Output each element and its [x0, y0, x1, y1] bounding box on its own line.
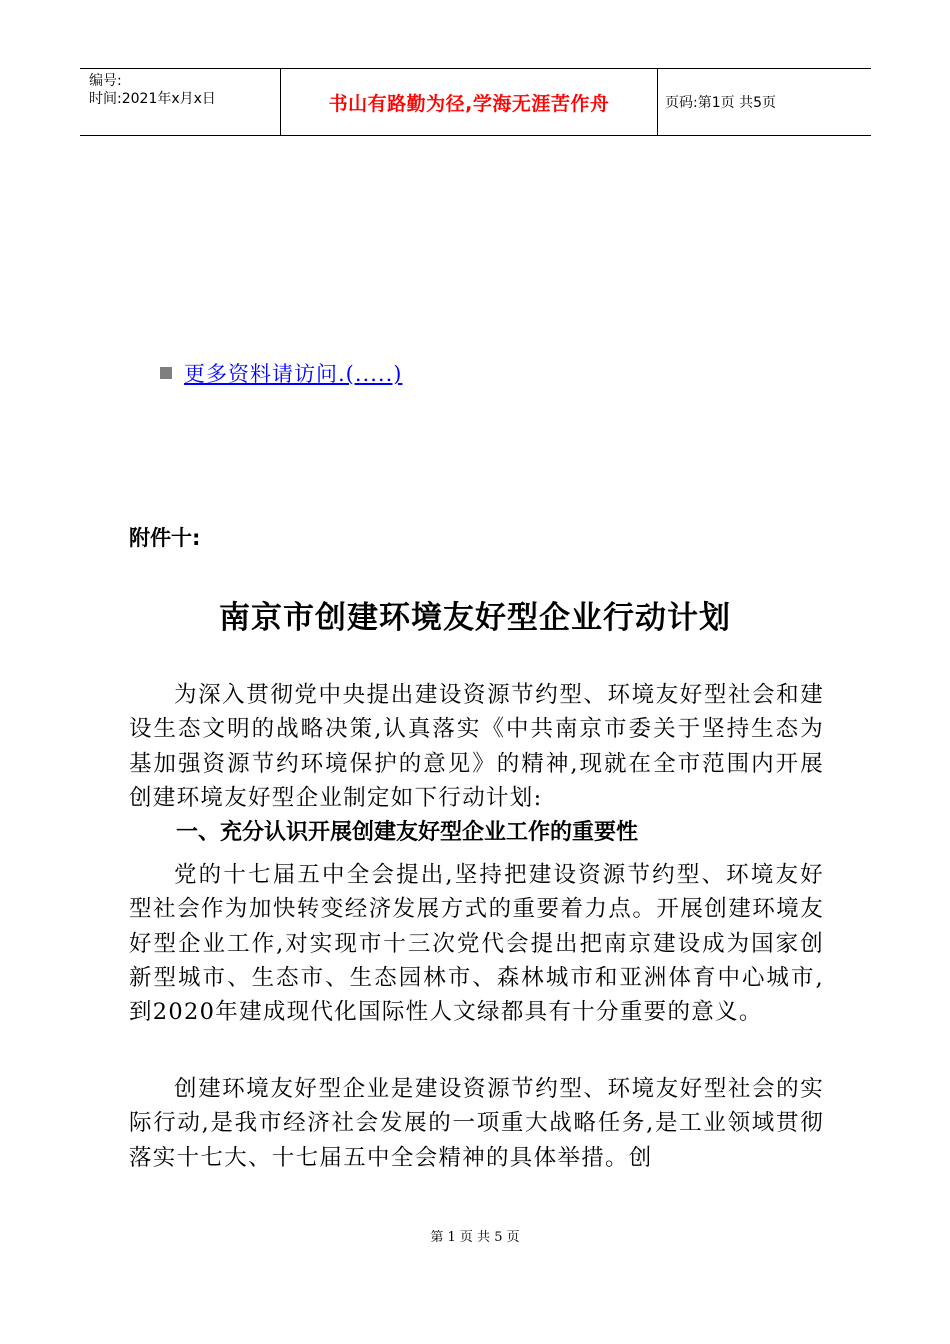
body-paragraph: 党的十七届五中全会提出,坚持把建设资源节约型、环境友好型社会作为加快转变经济发展方式的重要着力点。开展创建环境友好型企业工作,对实现市十三次党代会提出把南京建设成为国家创新型城市、生态市、生态园林市、森林城市和亚洲体育中心城市,到2020年建成现代化国际性人文绿都具有十分重要的意义。 [129, 862, 824, 1026]
document-time: 时间:2021年x月x日 [89, 91, 216, 107]
more-info-row [160, 358, 402, 388]
body-paragraph: 创建环境友好型企业是建设资源节约型、环境友好型社会的实际行动,是我市经济社会发展的一项重大战略任务,是工业领域贯彻落实十七大、十七届五中全会精神的具体举措。创 [129, 1076, 824, 1171]
document-title: 南京市创建环境友好型企业行动计划 [219, 600, 731, 636]
more-info-link[interactable]: 更多资料请访问.(.....) [184, 362, 403, 386]
square-bullet-icon [160, 367, 172, 379]
header-page-info: 页码:第1页 共5页 [665, 95, 776, 111]
document-number: 编号: [89, 73, 122, 89]
intro-paragraph: 为深入贯彻党中央提出建设资源节约型、环境友好型社会和建设生态文明的战略决策,认真落实《中共南京市委关于坚持生态为基加强资源节约环境保护的意见》的精神,现就在全市范围内开展创建环境友好型企业制定如下行动计划: [129, 682, 824, 811]
attachment-label: 附件十: [129, 526, 201, 550]
section-heading: 一、充分认识开展创建友好型企业工作的重要性 [176, 820, 639, 845]
document-header [80, 68, 871, 136]
page-footer: 第 1 页 共 5 页 [430, 1230, 520, 1245]
header-divider [657, 69, 658, 135]
header-meta [80, 69, 280, 135]
header-motto: 书山有路勤为径,学海无涯苦作舟 [328, 92, 610, 115]
